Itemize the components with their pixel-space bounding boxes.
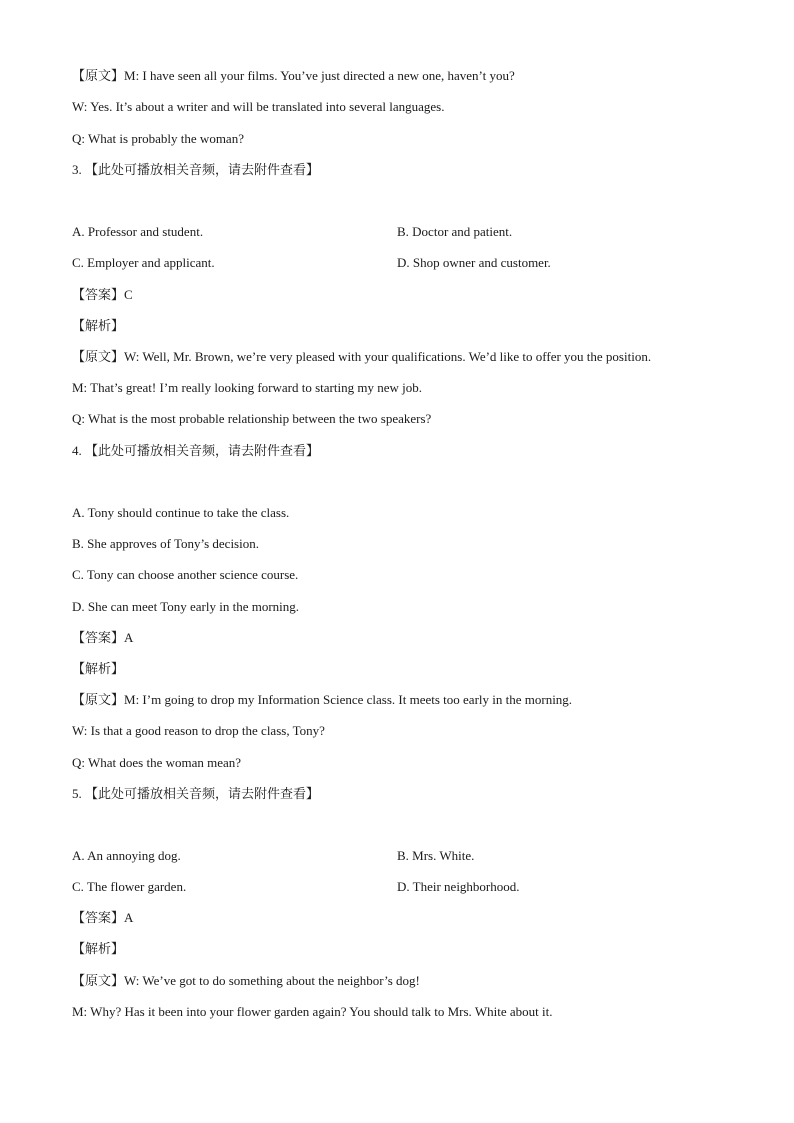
transcript-text: W: Well, Mr. Brown, we’re very pleased with your qualifications. We’d like to offer you the position. xyxy=(124,349,652,364)
answer-tag: 【答案】 xyxy=(72,910,125,925)
q4-header xyxy=(72,443,319,459)
transcript-tag: 【原文】 xyxy=(72,349,125,364)
q2-transcript-line-2: W: Yes. It’s about a writer and will be translated into several languages. xyxy=(72,99,445,114)
q5-analysis-tag: 【解析】 xyxy=(72,941,125,956)
q4-option-d: D. She can meet Tony early in the morning. xyxy=(72,599,300,614)
q5-audio-note: 【此处可播放相关音频，请去附件查看】 xyxy=(85,786,320,801)
q4-question-line: Q: What does the woman mean? xyxy=(72,755,242,770)
transcript-tag: 【原文】 xyxy=(72,973,125,988)
q3-audio-note: 【此处可播放相关音频，请去附件查看】 xyxy=(85,162,320,177)
q3-analysis-tag: 【解析】 xyxy=(72,318,125,333)
answer-value: A xyxy=(124,910,134,925)
q3-option-a: A. Professor and student. xyxy=(72,224,204,239)
q2-transcript-line-1 xyxy=(72,68,515,84)
q4-option-c: C. Tony can choose another science course. xyxy=(72,567,299,582)
q3-option-d: D. Shop owner and customer. xyxy=(397,255,551,270)
transcript-text: M: I’m going to drop my Information Science class. It meets too early in the morning. xyxy=(124,692,573,707)
q4-transcript-line-2: W: Is that a good reason to drop the class, Tony? xyxy=(72,723,325,738)
transcript-text: W: We’ve got to do something about the neighbor’s dog! xyxy=(124,973,420,988)
q5-option-d: D. Their neighborhood. xyxy=(397,879,520,894)
transcript-text: M: I have seen all your films. You’ve just directed a new one, haven’t you? xyxy=(124,68,515,83)
q5-answer xyxy=(72,910,133,926)
q3-transcript-line-2: M: That’s great! I’m really looking forward to starting my new job. xyxy=(72,380,422,395)
q5-option-a: A. An annoying dog. xyxy=(72,848,181,863)
q5-number: 5. xyxy=(72,786,82,801)
q5-option-c: C. The flower garden. xyxy=(72,879,187,894)
q4-option-b: B. She approves of Tony’s decision. xyxy=(72,536,259,551)
answer-tag: 【答案】 xyxy=(72,630,125,645)
q2-question-line: Q: What is probably the woman? xyxy=(72,131,244,146)
transcript-tag: 【原文】 xyxy=(72,68,125,83)
q5-transcript-line-1 xyxy=(72,973,420,989)
answer-value: C xyxy=(124,287,133,302)
transcript-tag: 【原文】 xyxy=(72,692,125,707)
q3-question-line: Q: What is the most probable relationship between the two speakers? xyxy=(72,411,432,426)
q5-option-b: B. Mrs. White. xyxy=(397,848,475,863)
q4-audio-note: 【此处可播放相关音频，请去附件查看】 xyxy=(85,443,320,458)
q5-transcript-line-2: M: Why? Has it been into your flower garden again? You should talk to Mrs. White about it. xyxy=(72,1004,553,1019)
q3-transcript-line-1 xyxy=(72,349,651,365)
answer-tag: 【答案】 xyxy=(72,287,125,302)
q3-header xyxy=(72,162,319,178)
q3-number: 3. xyxy=(72,162,82,177)
q3-answer xyxy=(72,287,133,303)
q4-transcript-line-1 xyxy=(72,692,572,708)
answer-value: A xyxy=(124,630,134,645)
q3-option-b: B. Doctor and patient. xyxy=(397,224,513,239)
q3-option-c: C. Employer and applicant. xyxy=(72,255,215,270)
q4-answer xyxy=(72,630,133,646)
q4-analysis-tag: 【解析】 xyxy=(72,661,125,676)
q5-header xyxy=(72,786,319,802)
q4-number: 4. xyxy=(72,443,82,458)
q4-option-a: A. Tony should continue to take the class. xyxy=(72,505,290,520)
